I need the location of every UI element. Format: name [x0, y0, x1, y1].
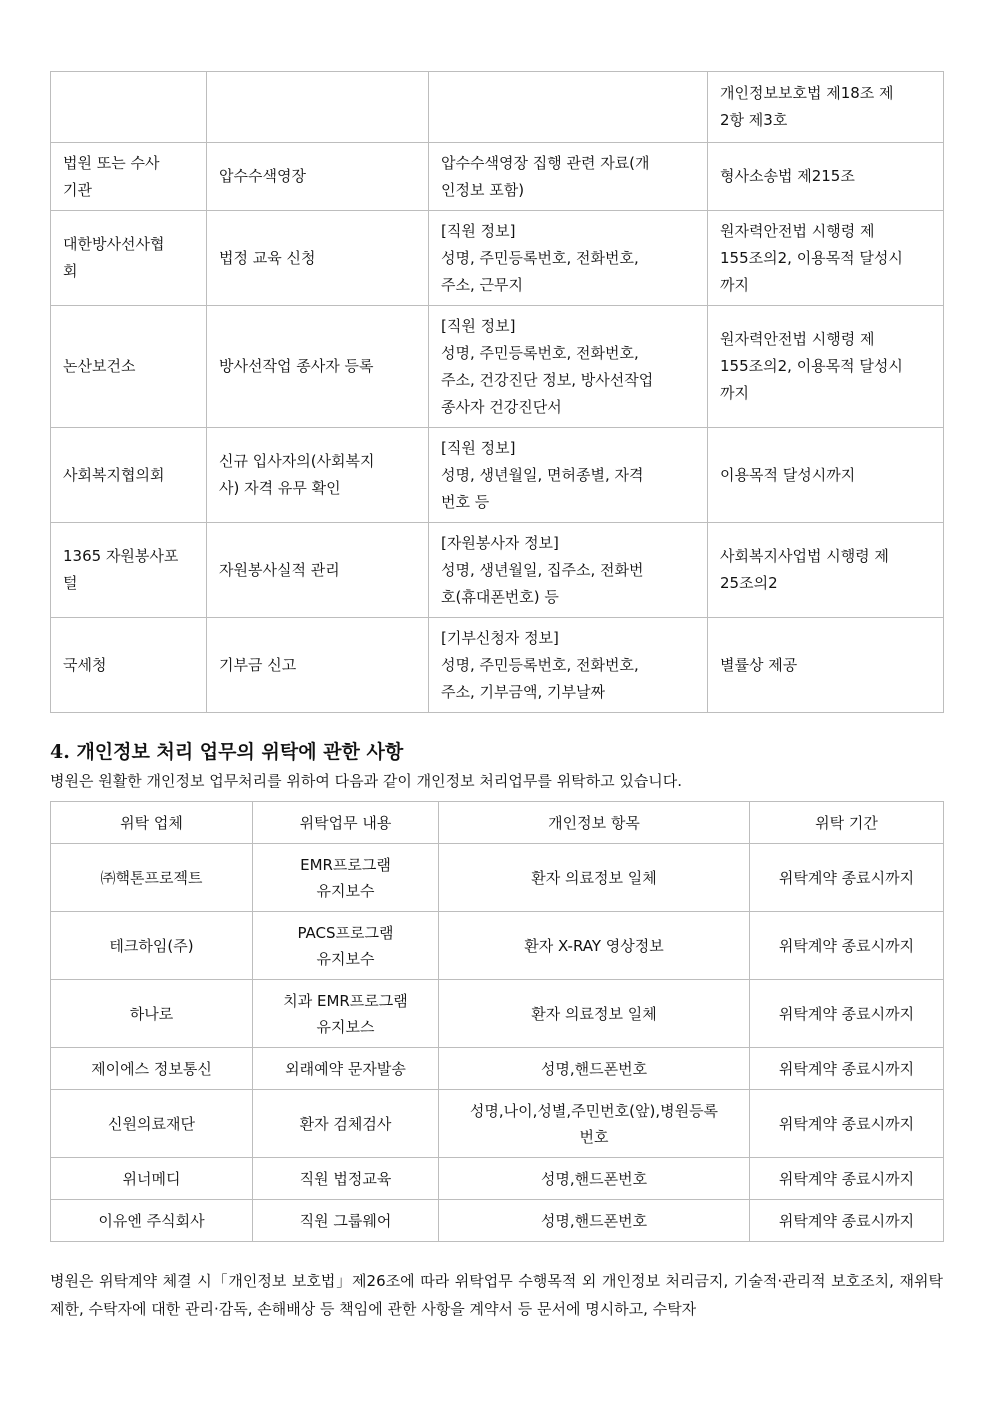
basis-cell: 원자력안전법 시행령 제 155조의2, 이용목적 달성시 까지 — [708, 306, 944, 428]
purpose-cell: 자원봉사실적 관리 — [207, 523, 429, 618]
table-row — [51, 211, 944, 306]
company-cell: ㈜핵톤프로젝트 — [51, 844, 253, 912]
table-row — [51, 1200, 944, 1242]
table-row — [51, 523, 944, 618]
org-cell: 논산보건소 — [51, 306, 207, 428]
items-cell: 압수수색영장 집행 관련 자료(개 인정보 포함) — [429, 143, 708, 211]
third-party-provision-table — [50, 71, 944, 713]
period-cell: 위탁계약 종료시까지 — [750, 1048, 944, 1090]
items-cell: 환자 의료정보 일체 — [439, 980, 750, 1048]
org-cell: 대한방사선사협 회 — [51, 211, 207, 306]
company-cell: 테크하임(주) — [51, 912, 253, 980]
purpose-cell: 압수수색영장 — [207, 143, 429, 211]
company-cell: 이유엔 주식회사 — [51, 1200, 253, 1242]
basis-cell: 원자력안전법 시행령 제 155조의2, 이용목적 달성시 까지 — [708, 211, 944, 306]
task-cell: 직원 그룹웨어 — [253, 1200, 439, 1242]
basis-cell: 형사소송법 제215조 — [708, 143, 944, 211]
period-cell: 위탁계약 종료시까지 — [750, 1158, 944, 1200]
task-cell: EMR프로그램 유지보수 — [253, 844, 439, 912]
purpose-cell: 신규 입사자의(사회복지 사) 자격 유무 확인 — [207, 428, 429, 523]
table-row — [51, 980, 944, 1048]
table-row — [51, 1090, 944, 1158]
table-row — [51, 912, 944, 980]
outsourcing-table — [50, 801, 944, 1242]
header-items: 개인정보 항목 — [439, 802, 750, 844]
purpose-cell: 법정 교육 신청 — [207, 211, 429, 306]
table-row — [51, 1048, 944, 1090]
header-task: 위탁업무 내용 — [253, 802, 439, 844]
org-cell: 법원 또는 수사 기관 — [51, 143, 207, 211]
org-cell: 국세청 — [51, 618, 207, 713]
org-cell: 1365 자원봉사포 털 — [51, 523, 207, 618]
items-cell: [직원 정보] 성명, 생년월일, 면허종별, 자격 번호 등 — [429, 428, 708, 523]
header-period: 위탁 기간 — [750, 802, 944, 844]
period-cell: 위탁계약 종료시까지 — [750, 844, 944, 912]
basis-cell: 별률상 제공 — [708, 618, 944, 713]
task-cell: 외래예약 문자발송 — [253, 1048, 439, 1090]
items-cell: [직원 정보] 성명, 주민등록번호, 전화번호, 주소, 근무지 — [429, 211, 708, 306]
task-cell: 직원 법정교육 — [253, 1158, 439, 1200]
period-cell: 위탁계약 종료시까지 — [750, 1090, 944, 1158]
purpose-cell — [207, 72, 429, 143]
task-cell: PACS프로그램 유지보수 — [253, 912, 439, 980]
section-intro: 병원은 원활한 개인정보 업무처리를 위하여 다음과 같이 개인정보 처리업무를 위탁하고 있습니다. — [50, 772, 683, 790]
items-cell: 성명,핸드폰번호 — [439, 1200, 750, 1242]
body-paragraph: 병원은 위탁계약 체결 시「개인정보 보호법」제26조에 따라 위탁업무 수행목적 외 개인정보 처리금지, 기술적·관리적 보호조치, 재위탁 제한, 수탁자에 대한 관리·감독, 손해배상 등 책임에 관한 사항을 계약서 등 문서에 명시하고, 수탁자 — [50, 1272, 943, 1318]
table-row — [51, 428, 944, 523]
items-cell: 성명,핸드폰번호 — [439, 1048, 750, 1090]
task-cell: 환자 검체검사 — [253, 1090, 439, 1158]
items-cell: 환자 X-RAY 영상정보 — [439, 912, 750, 980]
basis-cell: 사회복지사업법 시행령 제 25조의2 — [708, 523, 944, 618]
items-cell: [직원 정보] 성명, 주민등록번호, 전화번호, 주소, 건강진단 정보, 방사선작업 종사자 건강진단서 — [429, 306, 708, 428]
items-cell: 성명,나이,성별,주민번호(앞),병원등록 번호 — [439, 1090, 750, 1158]
company-cell: 위너메디 — [51, 1158, 253, 1200]
items-cell: 환자 의료정보 일체 — [439, 844, 750, 912]
table-row — [51, 1158, 944, 1200]
basis-cell: 개인정보보호법 제18조 제 2항 제3호 — [708, 72, 944, 143]
purpose-cell: 방사선작업 종사자 등록 — [207, 306, 429, 428]
header-company: 위탁 업체 — [51, 802, 253, 844]
table-row — [51, 844, 944, 912]
table-row — [51, 618, 944, 713]
items-cell — [429, 72, 708, 143]
company-cell: 신원의료재단 — [51, 1090, 253, 1158]
org-cell: 사회복지협의회 — [51, 428, 207, 523]
items-cell: [자원봉사자 정보] 성명, 생년월일, 집주소, 전화번 호(휴대폰번호) 등 — [429, 523, 708, 618]
task-cell: 치과 EMR프로그램 유지보스 — [253, 980, 439, 1048]
section-title: 4. 개인정보 처리 업무의 위탁에 관한 사항 — [50, 741, 404, 763]
table-row — [51, 72, 944, 143]
org-cell — [51, 72, 207, 143]
period-cell: 위탁계약 종료시까지 — [750, 912, 944, 980]
purpose-cell: 기부금 신고 — [207, 618, 429, 713]
basis-cell: 이용목적 달성시까지 — [708, 428, 944, 523]
company-cell: 하나로 — [51, 980, 253, 1048]
table-row — [51, 306, 944, 428]
items-cell: [기부신청자 정보] 성명, 주민등록번호, 전화번호, 주소, 기부금액, 기부날짜 — [429, 618, 708, 713]
table-row — [51, 143, 944, 211]
period-cell: 위탁계약 종료시까지 — [750, 980, 944, 1048]
company-cell: 제이에스 정보통신 — [51, 1048, 253, 1090]
items-cell: 성명,핸드폰번호 — [439, 1158, 750, 1200]
table-header-row — [51, 802, 944, 844]
period-cell: 위탁계약 종료시까지 — [750, 1200, 944, 1242]
